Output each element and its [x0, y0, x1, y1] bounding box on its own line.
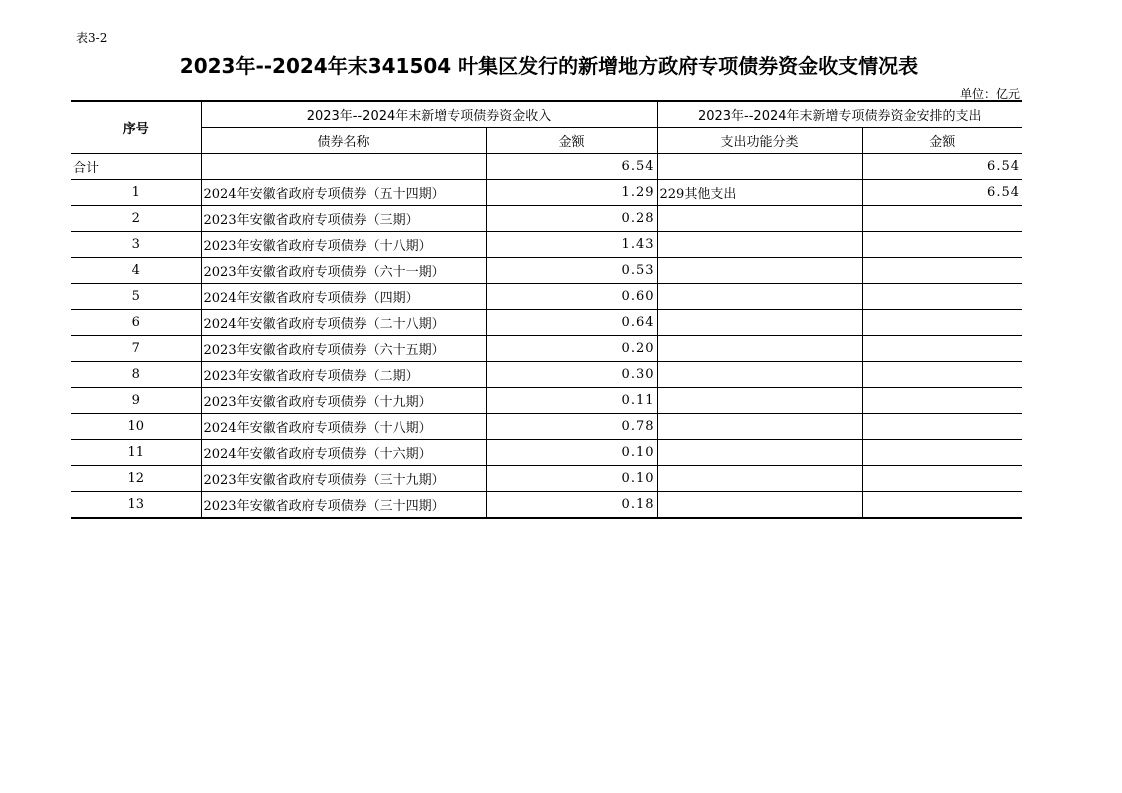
row-bond-name: 2024年安徽省政府专项债券（十六期）	[201, 440, 486, 466]
table-header	[71, 101, 1022, 154]
row-amount: 0.11	[486, 388, 657, 414]
table-row	[71, 258, 1022, 284]
row-bond-name: 2024年安徽省政府专项债券（二十八期）	[201, 310, 486, 336]
page-title: 2023年--2024年末341504 叶集区发行的新增地方政府专项债券资金收支情况表	[179, 54, 919, 78]
total-expense-amount: 6.54	[862, 154, 1022, 180]
row-func-amount	[862, 258, 1022, 284]
row-amount: 0.10	[486, 466, 657, 492]
table-row	[71, 180, 1022, 206]
row-func-amount: 6.54	[862, 180, 1022, 206]
unit-label: 单位：亿元	[959, 87, 1020, 101]
row-func-amount	[862, 388, 1022, 414]
row-func-class	[657, 388, 862, 414]
table-label: 表3-2	[76, 31, 108, 45]
row-bond-name: 2023年安徽省政府专项债券（二期）	[201, 362, 486, 388]
header-seq: 序号	[71, 101, 201, 154]
row-amount: 0.30	[486, 362, 657, 388]
table-row	[71, 232, 1022, 258]
row-bond-name: 2023年安徽省政府专项债券（三十四期）	[201, 492, 486, 519]
row-func-amount	[862, 310, 1022, 336]
row-seq: 12	[71, 466, 201, 492]
table-row	[71, 388, 1022, 414]
row-func-amount	[862, 466, 1022, 492]
row-func-class	[657, 258, 862, 284]
row-func-amount	[862, 440, 1022, 466]
table-row	[71, 414, 1022, 440]
header-income-group: 2023年--2024年末新增专项债券资金收入	[201, 101, 657, 128]
row-func-class	[657, 284, 862, 310]
row-amount: 1.29	[486, 180, 657, 206]
header-amount-2: 金额	[862, 128, 1022, 154]
row-func-class	[657, 440, 862, 466]
table-row	[71, 336, 1022, 362]
row-amount: 0.20	[486, 336, 657, 362]
row-func-class	[657, 492, 862, 519]
row-func-class	[657, 336, 862, 362]
bond-fund-table	[71, 100, 1022, 519]
table-row	[71, 284, 1022, 310]
row-bond-name: 2023年安徽省政府专项债券（十八期）	[201, 232, 486, 258]
row-seq: 10	[71, 414, 201, 440]
row-func-amount	[862, 362, 1022, 388]
row-func-class	[657, 466, 862, 492]
row-amount: 0.64	[486, 310, 657, 336]
row-amount: 0.18	[486, 492, 657, 519]
total-income-amount: 6.54	[486, 154, 657, 180]
total-empty-name	[201, 154, 486, 180]
row-seq: 4	[71, 258, 201, 284]
row-func-class	[657, 310, 862, 336]
table-row	[71, 466, 1022, 492]
table-row	[71, 492, 1022, 519]
row-bond-name: 2023年安徽省政府专项债券（三期）	[201, 206, 486, 232]
row-bond-name: 2023年安徽省政府专项债券（六十五期）	[201, 336, 486, 362]
row-seq: 9	[71, 388, 201, 414]
table-row	[71, 310, 1022, 336]
row-bond-name: 2023年安徽省政府专项债券（三十九期）	[201, 466, 486, 492]
row-bond-name: 2024年安徽省政府专项债券（五十四期）	[201, 180, 486, 206]
row-seq: 5	[71, 284, 201, 310]
row-seq: 8	[71, 362, 201, 388]
total-row	[71, 154, 1022, 180]
row-seq: 6	[71, 310, 201, 336]
row-func-amount	[862, 336, 1022, 362]
row-func-class: 229其他支出	[657, 180, 862, 206]
row-func-amount	[862, 284, 1022, 310]
row-seq: 13	[71, 492, 201, 519]
total-empty-func	[657, 154, 862, 180]
row-amount: 0.60	[486, 284, 657, 310]
row-seq: 3	[71, 232, 201, 258]
row-seq: 2	[71, 206, 201, 232]
row-amount: 0.10	[486, 440, 657, 466]
row-func-class	[657, 232, 862, 258]
table-row	[71, 206, 1022, 232]
total-label: 合计	[71, 154, 201, 180]
row-func-amount	[862, 492, 1022, 519]
row-func-class	[657, 414, 862, 440]
row-func-class	[657, 206, 862, 232]
row-amount: 1.43	[486, 232, 657, 258]
header-expense-group: 2023年--2024年末新增专项债券资金安排的支出	[657, 101, 1022, 128]
row-bond-name: 2023年安徽省政府专项债券（六十一期）	[201, 258, 486, 284]
row-bond-name: 2024年安徽省政府专项债券（四期）	[201, 284, 486, 310]
row-amount: 0.28	[486, 206, 657, 232]
row-bond-name: 2023年安徽省政府专项债券（十九期）	[201, 388, 486, 414]
row-amount: 0.53	[486, 258, 657, 284]
row-seq: 7	[71, 336, 201, 362]
table-row	[71, 362, 1022, 388]
row-seq: 11	[71, 440, 201, 466]
row-seq: 1	[71, 180, 201, 206]
row-func-class	[657, 362, 862, 388]
row-func-amount	[862, 232, 1022, 258]
header-bond-name: 债券名称	[201, 128, 486, 154]
row-bond-name: 2024年安徽省政府专项债券（十八期）	[201, 414, 486, 440]
table-row	[71, 440, 1022, 466]
row-amount: 0.78	[486, 414, 657, 440]
header-amount: 金额	[486, 128, 657, 154]
table-body	[71, 154, 1022, 519]
header-func-class: 支出功能分类	[657, 128, 862, 154]
row-func-amount	[862, 414, 1022, 440]
row-func-amount	[862, 206, 1022, 232]
